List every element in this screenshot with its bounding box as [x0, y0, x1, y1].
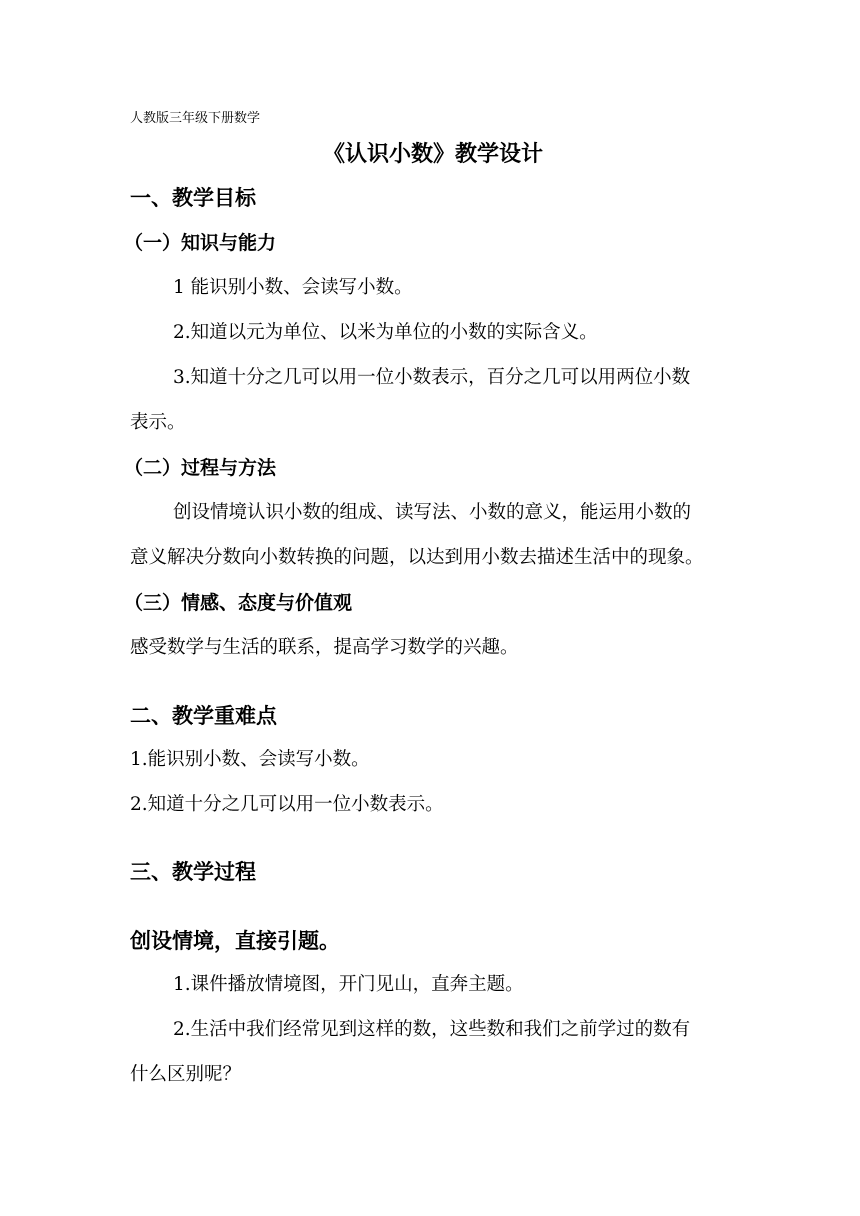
- subsection-heading-attitude: （三）情感、态度与价值观: [124, 592, 353, 614]
- subsection-heading-process: （二）过程与方法: [124, 457, 277, 479]
- objective-item-3-line1: 3.知道十分之几可以用一位小数表示，百分之几可以用两位小数: [173, 367, 691, 388]
- objective-item-2: 2.知道以元为单位、以米为单位的小数的实际含义。: [173, 322, 598, 343]
- header-subject: 人教版三年级下册数学: [130, 111, 261, 126]
- key-point-item-2: 2.知道十分之几可以用一位小数表示。: [130, 794, 444, 815]
- process-paragraph-line1: 创设情境认识小数的组成、读写法、小数的意义，能运用小数的: [173, 502, 692, 523]
- process-item-2-line2: 什么区别呢？: [130, 1064, 242, 1085]
- subsection-heading-knowledge: （一）知识与能力: [124, 232, 277, 254]
- key-point-item-1: 1.能识别小数、会读写小数。: [130, 749, 370, 770]
- process-item-2-line1: 2.生活中我们经常见到这样的数，这些数和我们之前学过的数有: [173, 1019, 691, 1040]
- attitude-paragraph: 感受数学与生活的联系，提高学习数学的兴趣。: [130, 637, 519, 658]
- document-title: 《认识小数》教学设计: [323, 142, 544, 167]
- process-item-1: 1.课件播放情境图，开门见山，直奔主题。: [173, 974, 524, 995]
- objective-item-3-line2: 表示。: [130, 412, 186, 433]
- section-heading-key-points: 二、教学重难点: [130, 704, 277, 728]
- objective-item-1: 1 能识别小数、会读写小数。: [173, 277, 413, 298]
- step-heading: 创设情境，直接引题。: [130, 929, 340, 953]
- process-paragraph-line2: 意义解决分数向小数转换的问题，以达到用小数去描述生活中的现象。: [130, 547, 704, 568]
- section-heading-process: 三、教学过程: [130, 860, 256, 884]
- section-heading-objectives: 一、教学目标: [130, 186, 256, 210]
